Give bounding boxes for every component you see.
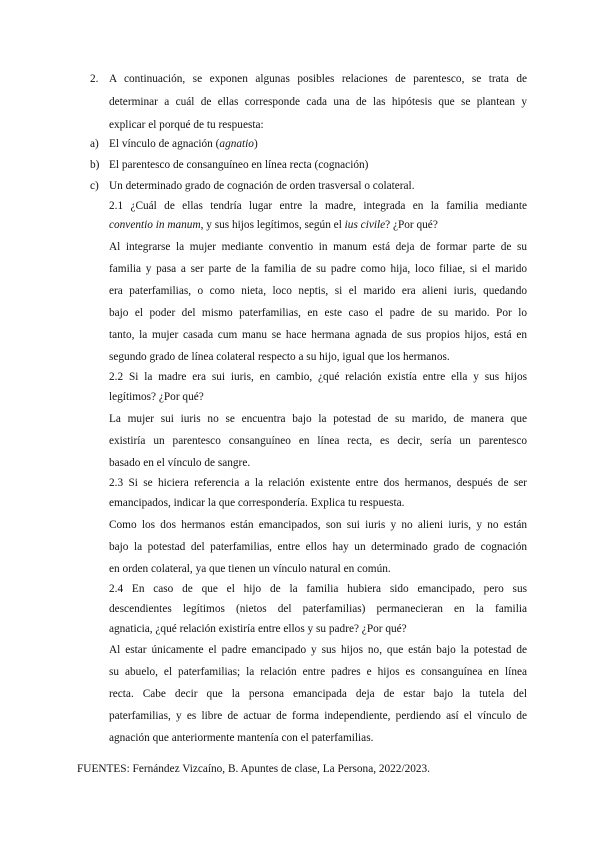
- sub-question-2-1: 2.1 ¿Cuál de ellas tendría lugar entre la madre, integrada en la familia mediante: [109, 200, 527, 212]
- sub-question-2-3: 2.3 Si se hiciera referencia a la relación existente entre dos hermanos, después de ser: [109, 477, 527, 489]
- sub-question-2-1-cont: [109, 218, 438, 232]
- question-line: A continuación, se exponen algunas posibles relaciones de parentesco, se trata de: [109, 73, 527, 85]
- option-letter: a): [90, 138, 99, 150]
- sub-question-2-2: 2.2 Si la madre era sui iuris, en cambio, ¿qué relación existía entre ella y sus hijos: [109, 371, 527, 383]
- answer-line: bajo el poder del mismo paterfamilias, en este caso el padre de su marido. Por lo: [109, 307, 527, 319]
- answer-line: paterfamilias, y es libre de actuar de forma independiente, perdiendo así el vínculo de: [109, 710, 527, 722]
- sub-question-2-4-cont: descendientes legítimos (nietos del paterfamilias) permanecieran en la familia: [109, 603, 527, 615]
- sub-question-2-4-cont: agnaticia, ¿qué relación existiría entre ellos y su padre? ¿Por qué?: [109, 623, 407, 635]
- answer-line: tanto, la mujer casada cum manu se hace hermana agnada de sus propios hijos, está en: [109, 329, 527, 341]
- option-a-italic: agnatio: [219, 138, 254, 150]
- sub-question-2-3-cont: emancipados, indicar la que correspondería. Explica tu respuesta.: [109, 497, 405, 509]
- answer-line: La mujer sui iuris no se encuentra bajo la potestad de su marido, de manera que: [109, 413, 527, 425]
- option-a-text: El vínculo de agnación (: [109, 138, 220, 150]
- italic-term: ius civile: [344, 219, 386, 231]
- text-run: , y sus hijos legítimos, según el: [200, 219, 345, 231]
- answer-line: existiría un parentesco consanguíneo en línea recta, es decir, sería un parentesco: [109, 435, 527, 447]
- sub-question-2-4: 2.4 En caso de que el hijo de la familia hubiera sido emancipado, pero sus: [109, 583, 527, 595]
- question-line: determinar a cuál de ellas corresponde cada una de las hipótesis que se plantean y: [109, 96, 527, 108]
- option-a: [109, 137, 258, 151]
- option-a-close: ): [253, 138, 258, 150]
- italic-term: conventio in manum: [109, 219, 201, 231]
- answer-line: en orden colateral, ya que tienen un vínculo natural en común.: [109, 563, 391, 575]
- sources-footnote: FUENTES: Fernández Vizcaíno, B. Apuntes de clase, La Persona, 2022/2023.: [77, 763, 431, 775]
- answer-line: era paterfamilias, o como nieta, loco neptis, si el marido era alieni iuris, quedando: [109, 285, 527, 297]
- option-c: Un determinado grado de cognación de orden trasversal o colateral.: [109, 180, 415, 192]
- answer-line: segundo grado de línea colateral respecto a su hijo, igual que los hermanos.: [109, 351, 450, 363]
- option-letter: c): [90, 180, 99, 192]
- question-line: explicar el porqué de tu respuesta:: [109, 119, 264, 131]
- sub-question-2-2-cont: legítimos? ¿Por qué?: [109, 391, 204, 403]
- answer-line: agnación que anteriormente mantenía con el paterfamilias.: [109, 732, 374, 744]
- answer-line: Al estar únicamente el padre emancipado y sus hijos no, que están bajo la potestad de: [109, 644, 527, 656]
- answer-line: recta. Cabe decir que la persona emancipada deja de estar bajo la tutela del: [109, 688, 527, 700]
- question-number: 2.: [90, 73, 99, 85]
- answer-line: Como los dos hermanos están emancipados, son sui iuris y no alieni iuris, y no están: [109, 519, 527, 531]
- answer-line: bajo la potestad del paterfamilias, entre ellos hay un determinado grado de cognación: [109, 541, 527, 553]
- option-letter: b): [90, 159, 100, 171]
- answer-line: basado en el vínculo de sangre.: [109, 457, 251, 469]
- answer-line: familia y pasa a ser parte de la familia de su padre como hija, loco filiae, si el marido: [109, 263, 527, 275]
- answer-line: su abuelo, el paterfamilias; la relación entre padres e hijos es consanguínea en línea: [109, 666, 527, 678]
- text-run: ? ¿Por qué?: [385, 219, 438, 231]
- answer-line: Al integrarse la mujer mediante conventio in manum está deja de formar parte de su: [109, 241, 527, 253]
- option-b: El parentesco de consanguíneo en línea recta (cognación): [109, 159, 369, 171]
